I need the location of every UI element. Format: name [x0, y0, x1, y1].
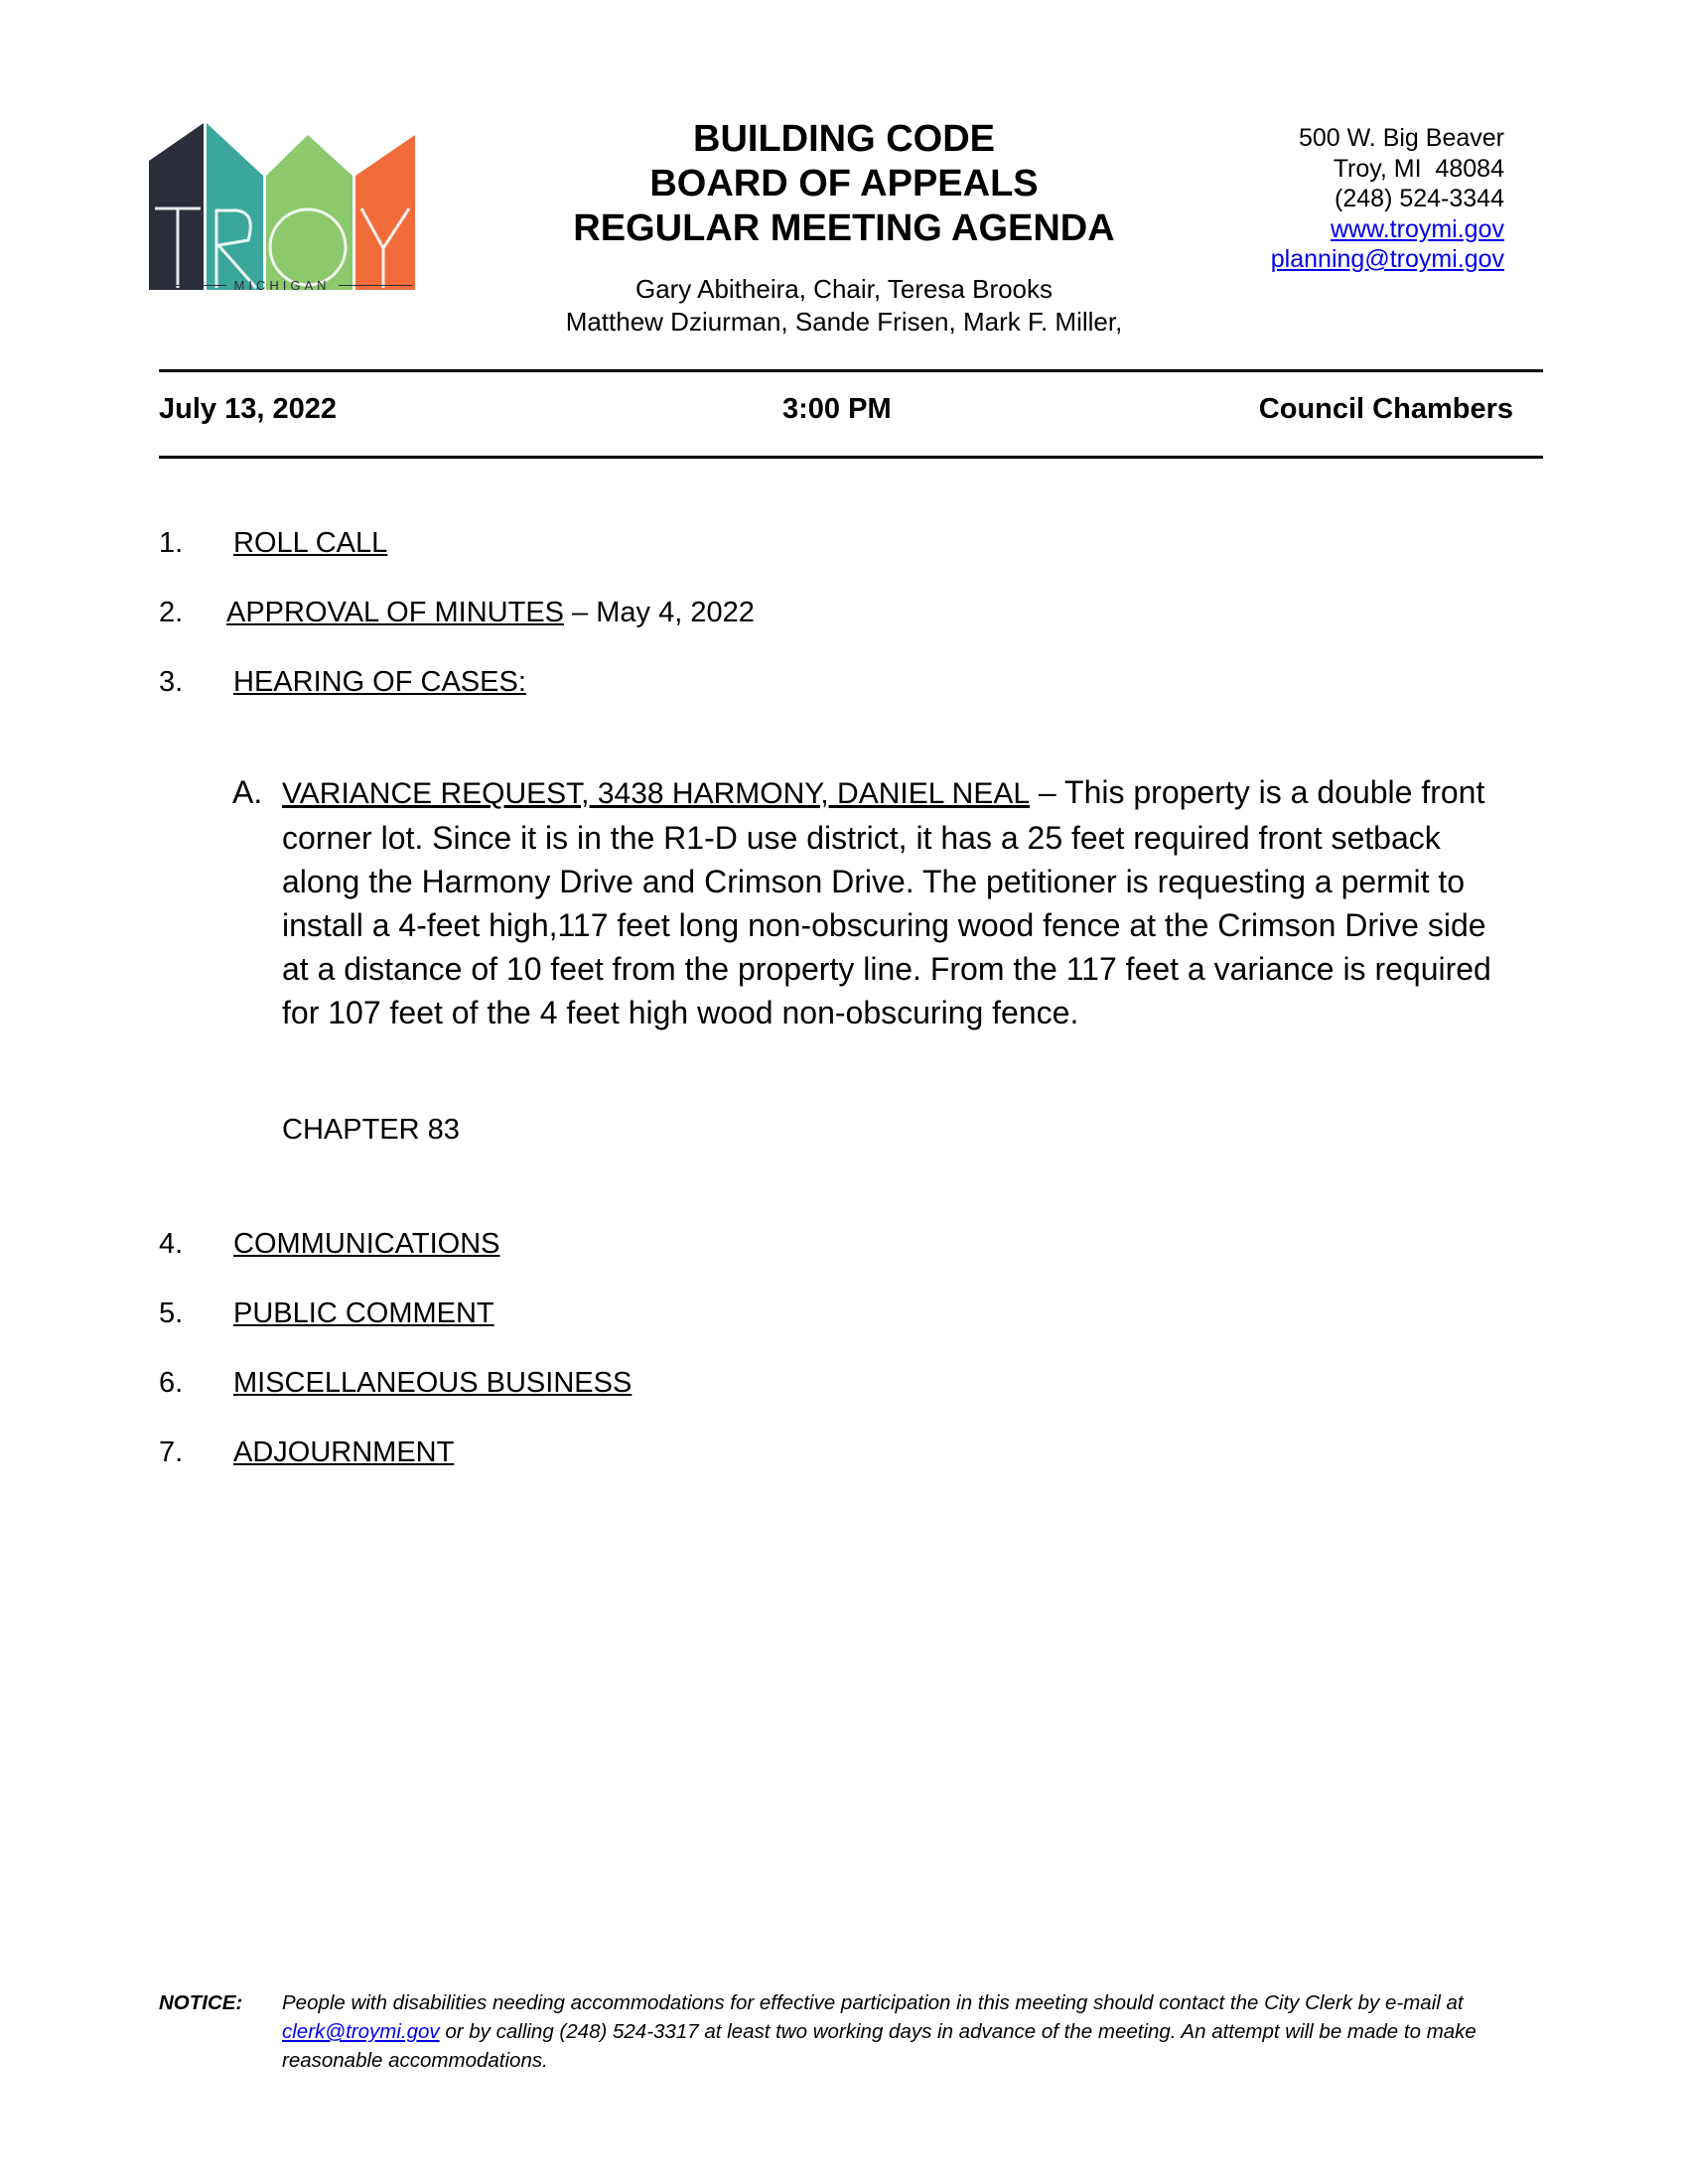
- meeting-location: Council Chambers: [1258, 393, 1513, 425]
- logo-subtitle: MICHIGAN: [152, 278, 412, 293]
- troy-logo: [149, 111, 417, 300]
- agenda-item-miscellaneous-business: 6. MISCELLANEOUS BUSINESS: [159, 1367, 633, 1399]
- clerk-email-link[interactable]: clerk@troymi.gov: [282, 2020, 440, 2043]
- address-city: Troy, MI 48084: [1333, 154, 1504, 183]
- agenda-item-roll-call: 1. ROLL CALL: [159, 527, 388, 559]
- members-line: Matthew Dziurman, Sande Frisen, Mark F. Miller,: [565, 307, 1123, 337]
- title-line: BUILDING CODE: [693, 118, 995, 160]
- address-phone: (248) 524-3344: [1335, 185, 1504, 212]
- notice-label: NOTICE:: [159, 1991, 243, 2014]
- board-members: [516, 273, 1172, 339]
- case-chapter: CHAPTER 83: [282, 1114, 460, 1146]
- agenda-item-adjournment: 7. ADJOURNMENT: [159, 1436, 455, 1468]
- agenda-item-communications: 4. COMMUNICATIONS: [159, 1228, 500, 1260]
- website-link[interactable]: www.troymi.gov: [1330, 214, 1504, 243]
- divider-top: [159, 369, 1543, 372]
- meeting-date: July 13, 2022: [159, 393, 337, 425]
- email-link[interactable]: planning@troymi.gov: [1270, 245, 1504, 273]
- case-letter: A.: [232, 774, 263, 810]
- case-description: – This property is a double front corner lot. Since it is in the R1-D use district, it has a 25 feet required front setback along the Harmony Drive and Crimson Drive. The petitioner is requesting a permit to install a 4-feet high,117 feet long non-obscuring wood fence at the Crimson Drive side at a distance of 10 feet from the property line. From the 117 feet a variance is required for 107 feet of the 4 feet high wood non-obscuring fence.: [282, 774, 1491, 1030]
- title-line: REGULAR MEETING AGENDA: [573, 207, 1115, 249]
- accessibility-notice: [159, 1988, 1489, 2075]
- meeting-time: 3:00 PM: [782, 393, 892, 425]
- notice-text: People with disabilities needing accommodations for effective participation in this meeting should contact the City Clerk by e-mail at clerk@troymi.gov or by calling (248) 524-3317 at least two working days in advance of the meeting. An attempt will be made to make reasonable accommodations.: [282, 1991, 1477, 2072]
- address-street: 500 W. Big Beaver: [1298, 124, 1504, 152]
- case-title: VARIANCE REQUEST, 3438 HARMONY, DANIEL NEAL: [282, 777, 1031, 810]
- divider-bottom: [159, 456, 1543, 459]
- title-line: BOARD OF APPEALS: [649, 163, 1039, 205]
- case-body: [282, 770, 1493, 1034]
- address-block: [1147, 123, 1504, 275]
- members-line: Gary Abitheira, Chair, Teresa Brooks: [634, 274, 1054, 304]
- agenda-item-public-comment: 5. PUBLIC COMMENT: [159, 1297, 494, 1329]
- document-title: [541, 117, 1147, 251]
- agenda-item-hearing-of-cases: 3. HEARING OF CASES:: [159, 666, 526, 698]
- agenda-item-approval-of-minutes: 2. APPROVAL OF MINUTES – May 4, 2022: [159, 597, 755, 628]
- case-a: [232, 770, 1493, 1034]
